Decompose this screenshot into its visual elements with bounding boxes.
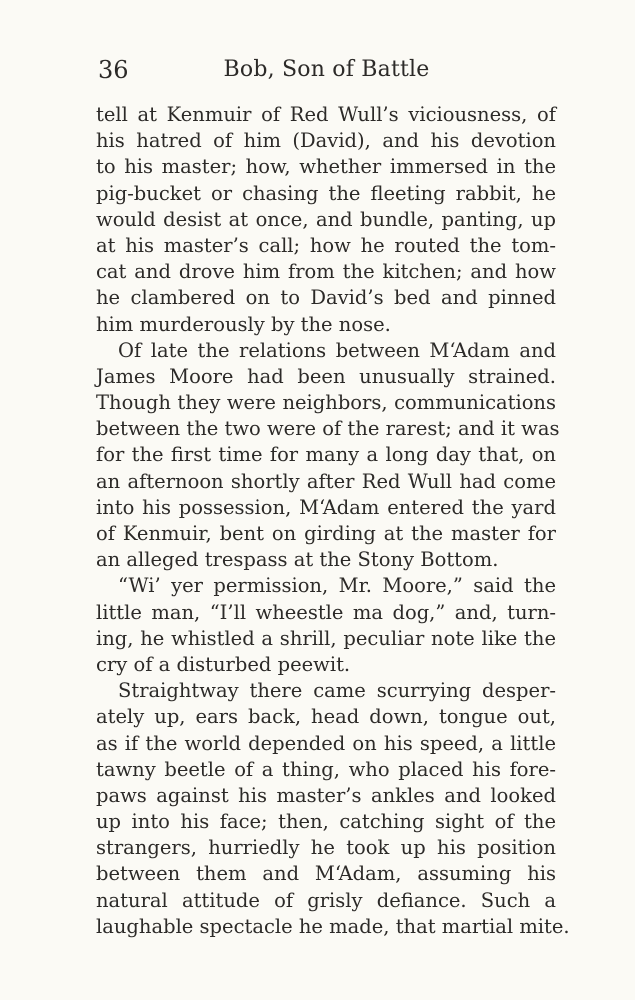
text-line: Straightway there came scurrying desper- [118, 679, 556, 703]
text-line: an afternoon shortly after Red Wull had come [96, 469, 556, 493]
text-line: James Moore had been unusually strained. [96, 364, 556, 388]
text-line: between the two were of the rarest; and it was [96, 417, 560, 441]
text-line: an alleged trespass at the Stony Bottom. [96, 548, 499, 572]
text-line: Of late the relations between M‘Adam and [118, 338, 556, 362]
text-line: ing, he whistled a shrill, peculiar note like the [96, 626, 556, 650]
text-line: tell at Kenmuir of Red Wull’s viciousness, of [96, 103, 556, 126]
text-line: between them and M‘Adam, assuming his [96, 862, 556, 886]
text-line: little man, “I’ll wheestle ma dog,” and, turn- [96, 600, 556, 624]
text-line: would desist at once, and bundle, panting, up [96, 207, 556, 231]
text-line: ately up, ears back, head down, tongue out, [96, 705, 556, 729]
text-line: he clambered on to David’s bed and pinned [96, 286, 556, 310]
text-line: cry of a disturbed peewit. [96, 652, 351, 676]
text-line: Though they were neighbors, communications [96, 391, 556, 415]
text-line: cat and drove him from the kitchen; and how [96, 260, 556, 284]
text-line: tawny beetle of a thing, who placed his fore- [96, 757, 556, 781]
text-line: paws against his master’s ankles and looked [96, 783, 556, 807]
text-line: up into his face; then, catching sight of the [96, 810, 556, 834]
text-line: pig-bucket or chasing the fleeting rabbit, he [96, 181, 556, 205]
text-line: at his master’s call; how he routed the tom- [96, 233, 556, 257]
text-line: for the first time for many a long day that, on [96, 443, 556, 467]
text-line: him murderously by the nose. [96, 312, 391, 336]
body-text [96, 102, 570, 940]
running-head [98, 52, 555, 88]
text-line: as if the world depended on his speed, a little [96, 731, 556, 755]
text-line: his hatred of him (David), and his devotion [96, 129, 556, 153]
text-line: strangers, hurriedly he took up his position [96, 836, 556, 860]
text-line: of Kenmuir, bent on girding at the master for [96, 522, 556, 545]
text-line: natural attitude of grisly defiance. Such a [96, 888, 556, 912]
text-line: to his master; how, whether immersed in the [96, 155, 556, 179]
text-line: laughable spectacle he made, that martial mite. [96, 914, 570, 938]
text-line: “Wi’ yer permission, Mr. Moore,” said the [118, 574, 556, 598]
page-number: 36 [98, 56, 129, 84]
text-line: into his possession, M‘Adam entered the yard [96, 495, 556, 519]
book-title: Bob, Son of Battle [223, 57, 430, 82]
